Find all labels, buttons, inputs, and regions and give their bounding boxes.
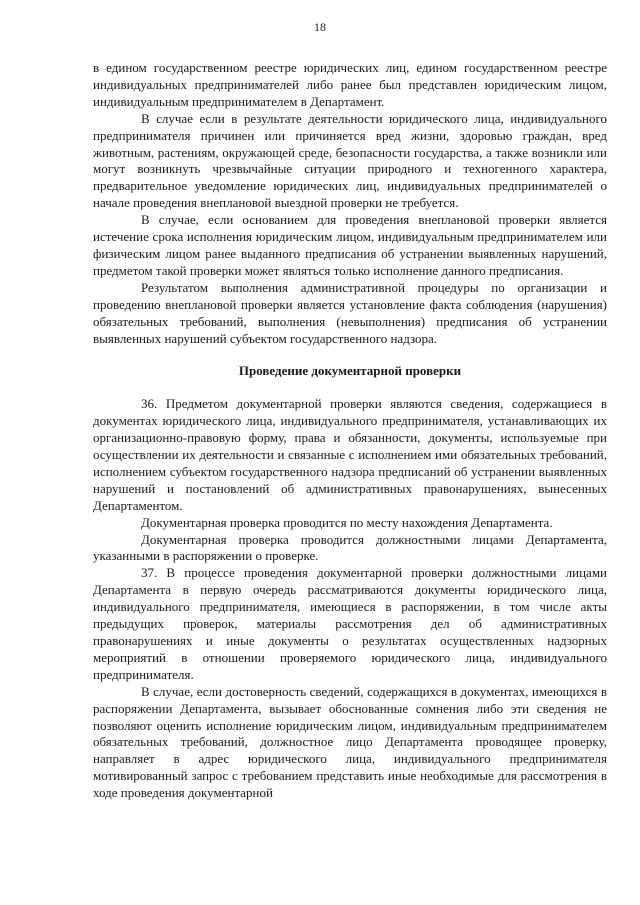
paragraph: В случае, если основанием для проведения внеплановой проверки является истечение срока исполнения юридическим лицом, индивидуальным предпринимателем или физическим лицом ранее выданного предписания об устранении выявленных нарушений, предметом такой проверки может являться только исполнение данного предписания. bbox=[93, 212, 607, 278]
page-number: 18 bbox=[314, 20, 326, 34]
paragraph: В случае, если достоверность сведений, содержащихся в документах, имеющихся в распоряжении Департамента, вызывает обоснованные сомнения либо эти сведения не позволяют оценить исполнение юридическим лицом, индивидуальным предпринимателем обязательных требований, должностное лицо Департамента проводящее проверку, направляет в адрес юридического лица, индивидуального предпринимателя мотивированный запрос с требованием представить иные необходимые для рассмотрения в ходе проведения документарной bbox=[93, 683, 607, 801]
paragraph: 36. Предметом документарной проверки являются сведения, содержащиеся в документах юридического лица, индивидуального предпринимателя, устанавливающих их организационно-правовую форму, права и обязанности, документы, используемые при осуществлении их деятельности и связанные с исполнением ими обязательных требований, исполнением субъектом государственного надзора предписаний об устранении выявленных нарушений и постановлений об административных правонарушениях, вынесенных Департаментом. bbox=[93, 396, 607, 513]
document-body bbox=[93, 60, 607, 802]
paragraph: 37. В процессе проведения документарной проверки должностными лицами Департамента в первую очередь рассматриваются документы юридического лица, индивидуального предпринимателя, имеющиеся в распоряжении, в том числе акты предыдущих проверок, материалы рассмотрения дел об административных правонарушениях и иные документы о результатах осуществленных надзорных мероприятий в отношении проверяемого юридического лица, индивидуального предпринимателя. bbox=[93, 565, 607, 682]
section-heading: Проведение документарной проверки bbox=[238, 363, 462, 379]
paragraph: в едином государственном реестре юридических лиц, едином государственном реестре индивидуальных предпринимателей либо ранее был представлен юридическим лицом, индивидуальным предпринимателем в Департамент. bbox=[93, 60, 607, 109]
paragraph: Документарная проверка проводится по месту нахождения Департамента. bbox=[141, 514, 553, 530]
paragraph: Результатом выполнения административной процедуры по организации и проведению внеплановой проверки является установление факта соблюдения (нарушения) обязательных требований, выполнения (невыполнения) предписания об устранении выявленных нарушений субъектом государственного надзора. bbox=[93, 279, 607, 346]
paragraph: В случае если в результате деятельности юридического лица, индивидуального предпринимателя причинен или причиняется вред жизни, здоровью граждан, вред животным, растениям, окружающей среде, безопасности государства, а также возникли или могут возникнуть чрезвычайные ситуации природного и техногенного характера, предварительное уведомление юридических лиц, индивидуальных предпринимателей о начале проведения внеплановой выездной проверки не требуется. bbox=[93, 110, 607, 211]
paragraph: Документарная проверка проводится должностными лицами Департамента, указанными в распоряжении о проверке. bbox=[93, 531, 607, 564]
